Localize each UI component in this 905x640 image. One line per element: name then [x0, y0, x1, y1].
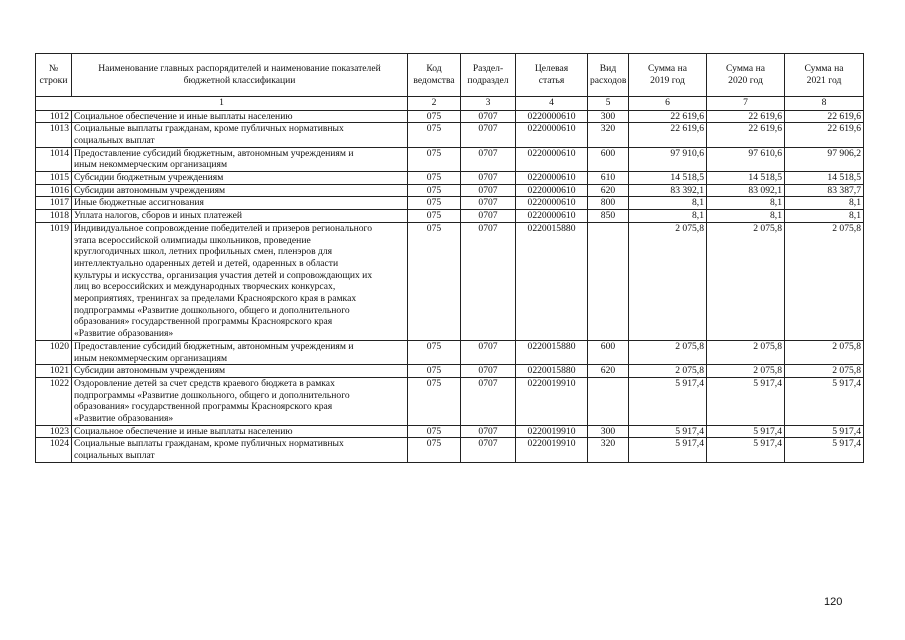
table-row: [36, 110, 864, 123]
section-cell: 0707: [461, 110, 516, 123]
row-number-cell: 1012: [36, 110, 72, 123]
expense-type-cell: 620: [588, 365, 629, 378]
row-number-cell: 1024: [36, 438, 72, 462]
sum-2021-cell: 5 917,4: [785, 425, 864, 438]
target-item-cell: 0220019910: [516, 425, 588, 438]
table-row: [36, 340, 864, 364]
sum-2020-cell: 8,1: [707, 197, 785, 210]
sum-2021-cell: 22 619,6: [785, 123, 864, 147]
table-body: [36, 110, 864, 462]
sum-2019-cell: 14 518,5: [629, 172, 707, 185]
row-name-cell: Иные бюджетные ассигнования: [72, 197, 408, 210]
expense-type-cell: 610: [588, 172, 629, 185]
target-item-cell: 0220000610: [516, 172, 588, 185]
column-number: 2: [408, 97, 461, 111]
column-number: 4: [516, 97, 588, 111]
table-row: [36, 197, 864, 210]
sum-2019-cell: 97 910,6: [629, 147, 707, 171]
dept-code-cell: 075: [408, 147, 461, 171]
sum-2021-cell: 97 906,2: [785, 147, 864, 171]
row-number-cell: 1016: [36, 184, 72, 197]
column-number: 1: [36, 97, 408, 111]
dept-code-cell: 075: [408, 377, 461, 425]
sum-2021-cell: 8,1: [785, 197, 864, 210]
sum-2019-cell: 5 917,4: [629, 377, 707, 425]
dept-code-cell: 075: [408, 197, 461, 210]
page-number: 120: [824, 596, 843, 608]
column-number: 3: [461, 97, 516, 111]
dept-code-cell: 075: [408, 184, 461, 197]
table-row: [36, 172, 864, 185]
row-name-cell: Социальное обеспечение и иные выплаты населению: [72, 110, 408, 123]
sum-2021-cell: 2 075,8: [785, 365, 864, 378]
row-number-cell: 1017: [36, 197, 72, 210]
sum-2019-cell: 8,1: [629, 210, 707, 223]
expense-type-cell: 320: [588, 123, 629, 147]
sum-2019-cell: 8,1: [629, 197, 707, 210]
sum-2020-cell: 97 610,6: [707, 147, 785, 171]
row-name-cell: Социальные выплаты гражданам, кроме публичных нормативных социальных выплат: [72, 438, 408, 462]
section-cell: 0707: [461, 123, 516, 147]
table-row: [36, 438, 864, 462]
column-number: 5: [588, 97, 629, 111]
expense-type-cell: [588, 222, 629, 340]
section-cell: 0707: [461, 197, 516, 210]
header-row: [36, 54, 864, 97]
table-row: [36, 377, 864, 425]
expense-type-cell: 600: [588, 340, 629, 364]
table-row: [36, 425, 864, 438]
sum-2021-cell: 14 518,5: [785, 172, 864, 185]
header-row-number: № строки: [36, 54, 72, 97]
table-row: [36, 222, 864, 340]
expense-type-cell: [588, 377, 629, 425]
expense-type-cell: 620: [588, 184, 629, 197]
sum-2021-cell: 2 075,8: [785, 340, 864, 364]
row-name-cell: Индивидуальное сопровождение победителей и призеров регионального этапа всероссийской олимпиады школьников, проведение круглогодичных школ, летних профильных смен, пленэров для интеллектуально одаренных детей и детей, одаренных в области культуры и искусства, организация участия детей и сопровождающих их лиц во всероссийских и международных творческих конкурсах, мероприятиях, тренингах за пределами Красноярского края в рамках подпрограммы «Развитие дошкольного, общего и дополнительного образования» государственной программы Красноярского края «Развитие образования»: [72, 222, 408, 340]
dept-code-cell: 075: [408, 222, 461, 340]
sum-2020-cell: 22 619,6: [707, 110, 785, 123]
sum-2019-cell: 2 075,8: [629, 340, 707, 364]
dept-code-cell: 075: [408, 210, 461, 223]
row-name-cell: Социальные выплаты гражданам, кроме публичных нормативных социальных выплат: [72, 123, 408, 147]
target-item-cell: 0220015880: [516, 365, 588, 378]
row-name-cell: Социальное обеспечение и иные выплаты населению: [72, 425, 408, 438]
row-name-cell: Предоставление субсидий бюджетным, автономным учреждениям и иным некоммерческим организациям: [72, 147, 408, 171]
section-cell: 0707: [461, 147, 516, 171]
row-name-cell: Предоставление субсидий бюджетным, автономным учреждениям и иным некоммерческим организациям: [72, 340, 408, 364]
row-name-cell: Оздоровление детей за счет средств краевого бюджета в рамках подпрограммы «Развитие дошкольного, общего и дополнительного образования» государственной программы Красноярского края «Развитие образования»: [72, 377, 408, 425]
sum-2020-cell: 5 917,4: [707, 438, 785, 462]
expense-type-cell: 320: [588, 438, 629, 462]
sum-2019-cell: 22 619,6: [629, 123, 707, 147]
row-name-cell: Субсидии автономным учреждениям: [72, 184, 408, 197]
target-item-cell: 0220000610: [516, 197, 588, 210]
table-row: [36, 147, 864, 171]
row-name-cell: Субсидии бюджетным учреждениям: [72, 172, 408, 185]
row-number-cell: 1015: [36, 172, 72, 185]
sum-2020-cell: 8,1: [707, 210, 785, 223]
row-number-cell: 1022: [36, 377, 72, 425]
target-item-cell: 0220000610: [516, 123, 588, 147]
column-number: 6: [629, 97, 707, 111]
target-item-cell: 0220019910: [516, 438, 588, 462]
section-cell: 0707: [461, 365, 516, 378]
sum-2019-cell: 5 917,4: [629, 425, 707, 438]
sum-2020-cell: 2 075,8: [707, 222, 785, 340]
expense-type-cell: 300: [588, 110, 629, 123]
sum-2019-cell: 2 075,8: [629, 222, 707, 340]
dept-code-cell: 075: [408, 172, 461, 185]
column-number-row: [36, 97, 864, 111]
column-number: 7: [707, 97, 785, 111]
dept-code-cell: 075: [408, 425, 461, 438]
sum-2021-cell: 22 619,6: [785, 110, 864, 123]
section-cell: 0707: [461, 172, 516, 185]
header-expense-type: Вид расходов: [588, 54, 629, 97]
header-sum-2020: Сумма на 2020 год: [707, 54, 785, 97]
sum-2021-cell: 5 917,4: [785, 377, 864, 425]
target-item-cell: 0220015880: [516, 222, 588, 340]
row-name-cell: Уплата налогов, сборов и иных платежей: [72, 210, 408, 223]
column-number: 8: [785, 97, 864, 111]
sum-2020-cell: 2 075,8: [707, 365, 785, 378]
expense-type-cell: 800: [588, 197, 629, 210]
section-cell: 0707: [461, 340, 516, 364]
table-row: [36, 365, 864, 378]
target-item-cell: 0220000610: [516, 184, 588, 197]
header-sum-2021: Сумма на 2021 год: [785, 54, 864, 97]
row-number-cell: 1023: [36, 425, 72, 438]
dept-code-cell: 075: [408, 365, 461, 378]
sum-2021-cell: 5 917,4: [785, 438, 864, 462]
budget-table: [35, 53, 864, 463]
sum-2021-cell: 2 075,8: [785, 222, 864, 340]
sum-2019-cell: 83 392,1: [629, 184, 707, 197]
section-cell: 0707: [461, 425, 516, 438]
header-target-item: Целевая статья: [516, 54, 588, 97]
dept-code-cell: 075: [408, 438, 461, 462]
section-cell: 0707: [461, 184, 516, 197]
dept-code-cell: 075: [408, 110, 461, 123]
row-number-cell: 1021: [36, 365, 72, 378]
header-sum-2019: Сумма на 2019 год: [629, 54, 707, 97]
sum-2019-cell: 22 619,6: [629, 110, 707, 123]
sum-2021-cell: 83 387,7: [785, 184, 864, 197]
row-number-cell: 1018: [36, 210, 72, 223]
sum-2019-cell: 2 075,8: [629, 365, 707, 378]
header-section: Раздел- подраздел: [461, 54, 516, 97]
target-item-cell: 0220000610: [516, 147, 588, 171]
section-cell: 0707: [461, 210, 516, 223]
row-number-cell: 1013: [36, 123, 72, 147]
expense-type-cell: 850: [588, 210, 629, 223]
header-name: Наименование главных распорядителей и наименование показателей бюджетной классификации: [72, 54, 408, 97]
table-row: [36, 210, 864, 223]
sum-2020-cell: 5 917,4: [707, 425, 785, 438]
target-item-cell: 0220019910: [516, 377, 588, 425]
row-name-cell: Субсидии автономным учреждениям: [72, 365, 408, 378]
header-dept-code: Код ведомства: [408, 54, 461, 97]
dept-code-cell: 075: [408, 340, 461, 364]
row-number-cell: 1020: [36, 340, 72, 364]
target-item-cell: 0220000610: [516, 110, 588, 123]
target-item-cell: 0220015880: [516, 340, 588, 364]
sum-2020-cell: 14 518,5: [707, 172, 785, 185]
row-number-cell: 1019: [36, 222, 72, 340]
sum-2020-cell: 5 917,4: [707, 377, 785, 425]
sum-2020-cell: 22 619,6: [707, 123, 785, 147]
table-row: [36, 184, 864, 197]
sum-2019-cell: 5 917,4: [629, 438, 707, 462]
table-row: [36, 123, 864, 147]
section-cell: 0707: [461, 222, 516, 340]
sum-2020-cell: 83 092,1: [707, 184, 785, 197]
dept-code-cell: 075: [408, 123, 461, 147]
section-cell: 0707: [461, 377, 516, 425]
sum-2020-cell: 2 075,8: [707, 340, 785, 364]
expense-type-cell: 600: [588, 147, 629, 171]
sum-2021-cell: 8,1: [785, 210, 864, 223]
section-cell: 0707: [461, 438, 516, 462]
expense-type-cell: 300: [588, 425, 629, 438]
row-number-cell: 1014: [36, 147, 72, 171]
target-item-cell: 0220000610: [516, 210, 588, 223]
